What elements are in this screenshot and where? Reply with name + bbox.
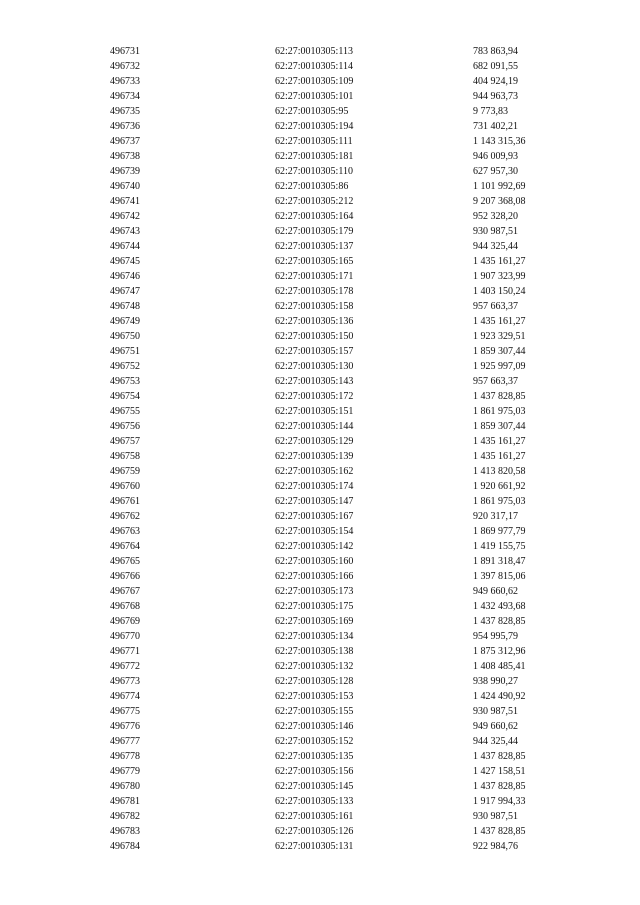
row-number-cell: 496781 xyxy=(110,796,140,807)
table-row xyxy=(110,659,573,674)
table-row xyxy=(110,779,573,794)
cadastral-value-cell: 1 869 977,79 xyxy=(473,526,526,537)
row-number-cell: 496748 xyxy=(110,301,140,312)
cadastral-number-cell: 62:27:0010305:101 xyxy=(275,91,354,102)
table-row xyxy=(110,584,573,599)
cadastral-value-cell: 944 325,44 xyxy=(473,241,518,252)
cadastral-number-cell: 62:27:0010305:111 xyxy=(275,136,353,147)
table-row xyxy=(110,344,573,359)
cadastral-value-cell: 1 917 994,33 xyxy=(473,796,526,807)
cadastral-number-cell: 62:27:0010305:114 xyxy=(275,61,353,72)
table-row xyxy=(110,524,573,539)
row-number-cell: 496768 xyxy=(110,601,140,612)
row-number-cell: 496760 xyxy=(110,481,140,492)
cadastral-value-cell: 952 328,20 xyxy=(473,211,518,222)
table-row xyxy=(110,179,573,194)
cadastral-value-cell: 930 987,51 xyxy=(473,706,518,717)
table-row xyxy=(110,809,573,824)
cadastral-number-cell: 62:27:0010305:137 xyxy=(275,241,354,252)
cadastral-value-cell: 957 663,37 xyxy=(473,301,518,312)
table-row xyxy=(110,434,573,449)
cadastral-number-cell: 62:27:0010305:160 xyxy=(275,556,354,567)
cadastral-value-cell: 9 207 368,08 xyxy=(473,196,526,207)
row-number-cell: 496739 xyxy=(110,166,140,177)
table-row xyxy=(110,89,573,104)
cadastral-number-cell: 62:27:0010305:146 xyxy=(275,721,354,732)
cadastral-value-cell: 1 437 828,85 xyxy=(473,616,526,627)
table-row xyxy=(110,674,573,689)
cadastral-number-cell: 62:27:0010305:166 xyxy=(275,571,354,582)
cadastral-number-cell: 62:27:0010305:152 xyxy=(275,736,354,747)
table-row xyxy=(110,134,573,149)
cadastral-number-cell: 62:27:0010305:162 xyxy=(275,466,354,477)
table-row xyxy=(110,644,573,659)
row-number-cell: 496753 xyxy=(110,376,140,387)
cadastral-value-cell: 954 995,79 xyxy=(473,631,518,642)
cadastral-number-cell: 62:27:0010305:161 xyxy=(275,811,354,822)
cadastral-number-cell: 62:27:0010305:158 xyxy=(275,301,354,312)
cadastral-number-cell: 62:27:0010305:153 xyxy=(275,691,354,702)
row-number-cell: 496747 xyxy=(110,286,140,297)
row-number-cell: 496775 xyxy=(110,706,140,717)
cadastral-number-cell: 62:27:0010305:126 xyxy=(275,826,354,837)
table-row xyxy=(110,749,573,764)
table-row xyxy=(110,629,573,644)
cadastral-number-cell: 62:27:0010305:173 xyxy=(275,586,354,597)
row-number-cell: 496779 xyxy=(110,766,140,777)
row-number-cell: 496745 xyxy=(110,256,140,267)
cadastral-value-cell: 922 984,76 xyxy=(473,841,518,852)
table-row xyxy=(110,164,573,179)
cadastral-value-cell: 1 920 661,92 xyxy=(473,481,526,492)
row-number-cell: 496751 xyxy=(110,346,140,357)
table-row xyxy=(110,614,573,629)
row-number-cell: 496741 xyxy=(110,196,140,207)
table-row xyxy=(110,599,573,614)
cadastral-number-cell: 62:27:0010305:165 xyxy=(275,256,354,267)
row-number-cell: 496783 xyxy=(110,826,140,837)
table-row xyxy=(110,194,573,209)
row-number-cell: 496738 xyxy=(110,151,140,162)
row-number-cell: 496763 xyxy=(110,526,140,537)
row-number-cell: 496774 xyxy=(110,691,140,702)
cadastral-number-cell: 62:27:0010305:167 xyxy=(275,511,354,522)
row-number-cell: 496764 xyxy=(110,541,140,552)
table-row xyxy=(110,314,573,329)
table-row xyxy=(110,419,573,434)
cadastral-number-cell: 62:27:0010305:138 xyxy=(275,646,354,657)
cadastral-number-cell: 62:27:0010305:174 xyxy=(275,481,354,492)
table-row xyxy=(110,824,573,839)
table-row xyxy=(110,284,573,299)
cadastral-number-cell: 62:27:0010305:154 xyxy=(275,526,354,537)
cadastral-value-cell: 930 987,51 xyxy=(473,226,518,237)
cadastral-number-cell: 62:27:0010305:194 xyxy=(275,121,354,132)
table-row xyxy=(110,719,573,734)
cadastral-value-cell: 946 009,93 xyxy=(473,151,518,162)
table-row xyxy=(110,254,573,269)
cadastral-number-cell: 62:27:0010305:113 xyxy=(275,46,353,57)
table-row xyxy=(110,704,573,719)
cadastral-number-cell: 62:27:0010305:139 xyxy=(275,451,354,462)
table-row xyxy=(110,479,573,494)
cadastral-value-table xyxy=(110,44,573,854)
cadastral-value-cell: 920 317,17 xyxy=(473,511,518,522)
cadastral-number-cell: 62:27:0010305:142 xyxy=(275,541,354,552)
cadastral-number-cell: 62:27:0010305:157 xyxy=(275,346,354,357)
table-row xyxy=(110,329,573,344)
row-number-cell: 496732 xyxy=(110,61,140,72)
cadastral-number-cell: 62:27:0010305:181 xyxy=(275,151,354,162)
row-number-cell: 496759 xyxy=(110,466,140,477)
cadastral-number-cell: 62:27:0010305:95 xyxy=(275,106,349,117)
row-number-cell: 496746 xyxy=(110,271,140,282)
row-number-cell: 496758 xyxy=(110,451,140,462)
cadastral-value-cell: 957 663,37 xyxy=(473,376,518,387)
cadastral-number-cell: 62:27:0010305:134 xyxy=(275,631,354,642)
cadastral-value-cell: 1 875 312,96 xyxy=(473,646,526,657)
cadastral-value-cell: 944 963,73 xyxy=(473,91,518,102)
cadastral-value-cell: 1 437 828,85 xyxy=(473,826,526,837)
cadastral-value-cell: 1 437 828,85 xyxy=(473,751,526,762)
row-number-cell: 496743 xyxy=(110,226,140,237)
row-number-cell: 496736 xyxy=(110,121,140,132)
cadastral-value-cell: 1 432 493,68 xyxy=(473,601,526,612)
table-row xyxy=(110,269,573,284)
row-number-cell: 496740 xyxy=(110,181,140,192)
table-row xyxy=(110,569,573,584)
row-number-cell: 496761 xyxy=(110,496,140,507)
cadastral-value-cell: 1 923 329,51 xyxy=(473,331,526,342)
row-number-cell: 496737 xyxy=(110,136,140,147)
cadastral-number-cell: 62:27:0010305:133 xyxy=(275,796,354,807)
row-number-cell: 496782 xyxy=(110,811,140,822)
table-row xyxy=(110,74,573,89)
row-number-cell: 496755 xyxy=(110,406,140,417)
cadastral-value-cell: 682 091,55 xyxy=(473,61,518,72)
table-row xyxy=(110,149,573,164)
cadastral-number-cell: 62:27:0010305:171 xyxy=(275,271,354,282)
table-row xyxy=(110,764,573,779)
table-row xyxy=(110,389,573,404)
row-number-cell: 496765 xyxy=(110,556,140,567)
cadastral-value-cell: 949 660,62 xyxy=(473,721,518,732)
table-row xyxy=(110,404,573,419)
cadastral-number-cell: 62:27:0010305:136 xyxy=(275,316,354,327)
cadastral-value-cell: 1 859 307,44 xyxy=(473,421,526,432)
table-row xyxy=(110,734,573,749)
cadastral-number-cell: 62:27:0010305:144 xyxy=(275,421,354,432)
cadastral-value-cell: 1 419 155,75 xyxy=(473,541,526,552)
table-row xyxy=(110,449,573,464)
cadastral-number-cell: 62:27:0010305:212 xyxy=(275,196,354,207)
cadastral-value-cell: 1 907 323,99 xyxy=(473,271,526,282)
cadastral-number-cell: 62:27:0010305:135 xyxy=(275,751,354,762)
cadastral-value-cell: 1 859 307,44 xyxy=(473,346,526,357)
cadastral-value-cell: 1 861 975,03 xyxy=(473,406,526,417)
row-number-cell: 496776 xyxy=(110,721,140,732)
cadastral-number-cell: 62:27:0010305:131 xyxy=(275,841,354,852)
cadastral-number-cell: 62:27:0010305:178 xyxy=(275,286,354,297)
table-row xyxy=(110,44,573,59)
table-row xyxy=(110,224,573,239)
cadastral-number-cell: 62:27:0010305:172 xyxy=(275,391,354,402)
table-row xyxy=(110,374,573,389)
cadastral-value-cell: 1 397 815,06 xyxy=(473,571,526,582)
cadastral-value-cell: 1 408 485,41 xyxy=(473,661,526,672)
cadastral-number-cell: 62:27:0010305:169 xyxy=(275,616,354,627)
table-row xyxy=(110,839,573,854)
row-number-cell: 496733 xyxy=(110,76,140,87)
table-body xyxy=(110,44,573,854)
row-number-cell: 496780 xyxy=(110,781,140,792)
row-number-cell: 496735 xyxy=(110,106,140,117)
cadastral-value-cell: 731 402,21 xyxy=(473,121,518,132)
cadastral-value-cell: 627 957,30 xyxy=(473,166,518,177)
cadastral-number-cell: 62:27:0010305:132 xyxy=(275,661,354,672)
cadastral-number-cell: 62:27:0010305:128 xyxy=(275,676,354,687)
row-number-cell: 496773 xyxy=(110,676,140,687)
row-number-cell: 496766 xyxy=(110,571,140,582)
cadastral-number-cell: 62:27:0010305:147 xyxy=(275,496,354,507)
row-number-cell: 496771 xyxy=(110,646,140,657)
cadastral-value-cell: 1 437 828,85 xyxy=(473,781,526,792)
cadastral-value-cell: 404 924,19 xyxy=(473,76,518,87)
table-row xyxy=(110,239,573,254)
table-row xyxy=(110,464,573,479)
row-number-cell: 496734 xyxy=(110,91,140,102)
cadastral-value-cell: 1 435 161,27 xyxy=(473,316,526,327)
row-number-cell: 496757 xyxy=(110,436,140,447)
cadastral-value-cell: 1 437 828,85 xyxy=(473,391,526,402)
cadastral-number-cell: 62:27:0010305:86 xyxy=(275,181,349,192)
cadastral-number-cell: 62:27:0010305:164 xyxy=(275,211,354,222)
cadastral-value-cell: 1 891 318,47 xyxy=(473,556,526,567)
table-row xyxy=(110,299,573,314)
row-number-cell: 496778 xyxy=(110,751,140,762)
cadastral-number-cell: 62:27:0010305:156 xyxy=(275,766,354,777)
cadastral-value-cell: 1 403 150,24 xyxy=(473,286,526,297)
cadastral-number-cell: 62:27:0010305:130 xyxy=(275,361,354,372)
cadastral-value-cell: 1 424 490,92 xyxy=(473,691,526,702)
row-number-cell: 496749 xyxy=(110,316,140,327)
cadastral-number-cell: 62:27:0010305:150 xyxy=(275,331,354,342)
table-row xyxy=(110,119,573,134)
cadastral-value-cell: 1 435 161,27 xyxy=(473,436,526,447)
cadastral-number-cell: 62:27:0010305:151 xyxy=(275,406,354,417)
table-row xyxy=(110,689,573,704)
cadastral-number-cell: 62:27:0010305:109 xyxy=(275,76,354,87)
table-row xyxy=(110,494,573,509)
cadastral-value-cell: 930 987,51 xyxy=(473,811,518,822)
table-row xyxy=(110,209,573,224)
row-number-cell: 496731 xyxy=(110,46,140,57)
cadastral-number-cell: 62:27:0010305:145 xyxy=(275,781,354,792)
table-row xyxy=(110,104,573,119)
row-number-cell: 496744 xyxy=(110,241,140,252)
table-row xyxy=(110,554,573,569)
table-row xyxy=(110,509,573,524)
row-number-cell: 496784 xyxy=(110,841,140,852)
row-number-cell: 496756 xyxy=(110,421,140,432)
cadastral-value-cell: 944 325,44 xyxy=(473,736,518,747)
cadastral-number-cell: 62:27:0010305:110 xyxy=(275,166,353,177)
row-number-cell: 496762 xyxy=(110,511,140,522)
table-row xyxy=(110,359,573,374)
cadastral-value-cell: 1 427 158,51 xyxy=(473,766,526,777)
row-number-cell: 496750 xyxy=(110,331,140,342)
cadastral-number-cell: 62:27:0010305:179 xyxy=(275,226,354,237)
table-row xyxy=(110,59,573,74)
cadastral-value-cell: 783 863,94 xyxy=(473,46,518,57)
cadastral-number-cell: 62:27:0010305:155 xyxy=(275,706,354,717)
table-row xyxy=(110,794,573,809)
cadastral-value-cell: 1 143 315,36 xyxy=(473,136,526,147)
row-number-cell: 496752 xyxy=(110,361,140,372)
cadastral-value-cell: 1 861 975,03 xyxy=(473,496,526,507)
cadastral-value-cell: 1 101 992,69 xyxy=(473,181,526,192)
row-number-cell: 496770 xyxy=(110,631,140,642)
cadastral-number-cell: 62:27:0010305:143 xyxy=(275,376,354,387)
cadastral-value-cell: 1 925 997,09 xyxy=(473,361,526,372)
row-number-cell: 496769 xyxy=(110,616,140,627)
row-number-cell: 496777 xyxy=(110,736,140,747)
cadastral-value-cell: 949 660,62 xyxy=(473,586,518,597)
cadastral-value-cell: 1 435 161,27 xyxy=(473,256,526,267)
cadastral-value-cell: 1 435 161,27 xyxy=(473,451,526,462)
table-row xyxy=(110,539,573,554)
cadastral-value-cell: 9 773,83 xyxy=(473,106,508,117)
cadastral-value-cell: 938 990,27 xyxy=(473,676,518,687)
cadastral-value-cell: 1 413 820,58 xyxy=(473,466,526,477)
cadastral-number-cell: 62:27:0010305:175 xyxy=(275,601,354,612)
row-number-cell: 496742 xyxy=(110,211,140,222)
row-number-cell: 496772 xyxy=(110,661,140,672)
cadastral-number-cell: 62:27:0010305:129 xyxy=(275,436,354,447)
row-number-cell: 496754 xyxy=(110,391,140,402)
row-number-cell: 496767 xyxy=(110,586,140,597)
